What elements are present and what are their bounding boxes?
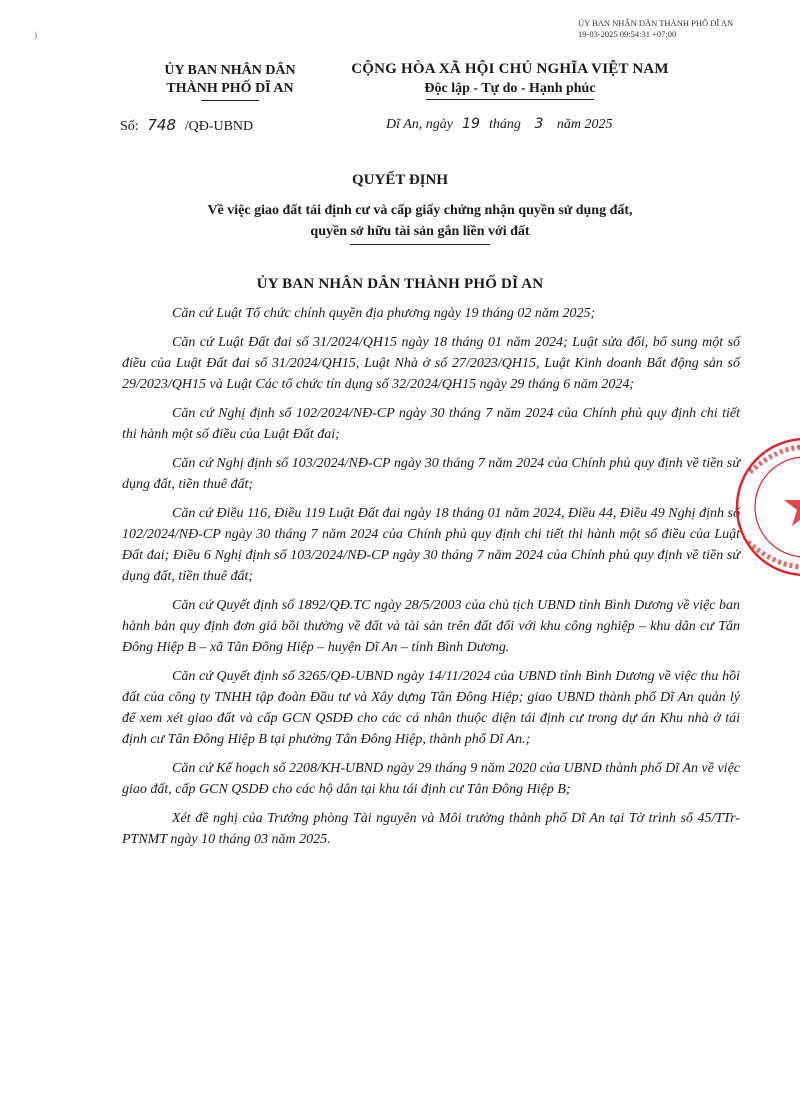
legal-basis bbox=[122, 303, 740, 858]
date-place: Dĩ An, ngày bbox=[386, 117, 454, 132]
date-year-label: năm 2025 bbox=[556, 117, 613, 132]
legal-basis-paragraph: Căn cứ Quyết định số 1892/QĐ.TC ngày 28/5/2003 của chủ tịch UBND tỉnh Bình Dương về việc ban hành bản quy định đơn giá bồi thường về đất và tài sản trên đất đối với khu công nghiệp – khu dân cư Tân Đông Hiệp B – xã Tân Đông Hiệp – huyện Dĩ An – tỉnh Bình Dương. bbox=[122, 598, 740, 655]
document-title: QUYẾT ĐỊNH bbox=[352, 172, 448, 188]
motto-underline bbox=[426, 99, 594, 100]
subject-line-2: quyền sở hữu tài sản gắn liền với đất bbox=[310, 224, 530, 239]
agency-line-1: ỦY BAN NHÂN DÂN bbox=[164, 63, 296, 78]
docnum-prefix: Số: bbox=[120, 119, 139, 134]
issuing-authority-heading: ỦY BAN NHÂN DÂN THÀNH PHỐ DĨ AN bbox=[256, 276, 544, 292]
agency-underline bbox=[201, 100, 259, 101]
legal-basis-paragraph: Căn cứ Quyết định số 3265/QĐ-UBND ngày 14/11/2024 của UBND tỉnh Bình Dương về việc thu hồi đất của công ty TNHH tập đoàn Đầu tư và Xây dựng Tân Đông Hiệp; giao UBND thành phố Dĩ An quản lý để xem xét giao đất và cấp GCN QSDĐ cho các cá nhân thuộc diện tái định cư trong dự án Khu nhà ở tái định cư Tân Đông Hiệp B tại phường Tân Đông Hiệp, thành phố Dĩ An.; bbox=[122, 669, 740, 747]
date-day-handwritten: 19 bbox=[462, 116, 480, 132]
subject-underline bbox=[350, 244, 490, 245]
issuing-agency bbox=[140, 62, 320, 101]
subject-line-1: Về việc giao đất tái định cư và cấp giấy chứng nhận quyền sử dụng đất, bbox=[207, 203, 633, 218]
docnum-handwritten: 748 bbox=[147, 116, 176, 134]
document-number bbox=[120, 116, 253, 135]
issue-date bbox=[386, 116, 613, 133]
signature-org: ỦY BAN NHÂN DÂN THÀNH PHỐ DĨ AN bbox=[578, 18, 734, 28]
legal-basis-paragraph: Căn cứ Nghị định số 103/2024/NĐ-CP ngày 30 tháng 7 năm 2024 của Chính phủ quy định về tiền sử dụng đất, tiền thuê đất; bbox=[122, 456, 740, 492]
agency-line-2: THÀNH PHỐ DĨ AN bbox=[166, 81, 294, 96]
digital-signature-meta bbox=[578, 18, 733, 40]
docnum-suffix: /QĐ-UBND bbox=[184, 119, 254, 134]
document-subject bbox=[120, 200, 720, 245]
date-month-handwritten: 3 bbox=[534, 116, 544, 132]
signature-timestamp: 19-03-2025 09:54:31 +07:00 bbox=[578, 29, 677, 39]
national-heading bbox=[340, 60, 680, 100]
nation-name: CỘNG HÒA XÃ HỘI CHỦ NGHĨA VIỆT NAM bbox=[351, 61, 669, 77]
legal-basis-paragraph: Căn cứ Luật Đất đai số 31/2024/QH15 ngày 18 tháng 01 năm 2024; Luật sửa đổi, bổ sung một số điều của Luật Đất đai số 31/2024/QH15, Luật Nhà ở số 27/2023/QH15, Luật Kinh doanh Bất động sản số 29/2023/QH15 và Luật Các tổ chức tín dụng số 32/2024/QH15 ngày 29 tháng 6 năm 2024; bbox=[122, 335, 740, 392]
legal-basis-paragraph: Căn cứ Điều 116, Điều 119 Luật Đất đai ngày 18 tháng 01 năm 2024, Điều 44, Điều 49 Nghị định số 102/2024/NĐ-CP ngày 30 tháng 7 năm 2024 của Chính phủ quy định chi tiết thi hành một số điều của Luật Đất đai; Điều 6 Nghị định số 103/2024/NĐ-CP ngày 30 tháng 7 năm 2024 của Chính phủ quy định về tiền sử dụng đất, tiền thuê đất; bbox=[122, 506, 740, 584]
national-motto: Độc lập - Tự do - Hạnh phúc bbox=[424, 81, 596, 96]
legal-basis-paragraph: Căn cứ Nghị định số 102/2024/NĐ-CP ngày 30 tháng 7 năm 2024 của Chính phủ quy định chi tiết thi hành một số điều của Luật Đất đai; bbox=[122, 406, 740, 442]
legal-basis-paragraph: Căn cứ Luật Tổ chức chính quyền địa phương ngày 19 tháng 02 năm 2025; bbox=[172, 306, 596, 321]
date-month-label: tháng bbox=[489, 117, 521, 132]
red-seal-stamp bbox=[730, 432, 800, 582]
corner-mark: ) bbox=[34, 30, 37, 40]
legal-basis-paragraph: Xét đề nghị của Trưởng phòng Tài nguyên và Môi trường thành phố Dĩ An tại Tờ trình số 45/TTr-PTNMT ngày 10 tháng 03 năm 2025. bbox=[122, 811, 740, 847]
legal-basis-paragraph: Căn cứ Kế hoạch số 2208/KH-UBND ngày 29 tháng 9 năm 2020 của UBND thành phố Dĩ An về việc giao đất, cấp GCN QSDĐ cho các hộ dân tại khu tái định cư Tân Đông Hiệp B; bbox=[122, 761, 740, 797]
